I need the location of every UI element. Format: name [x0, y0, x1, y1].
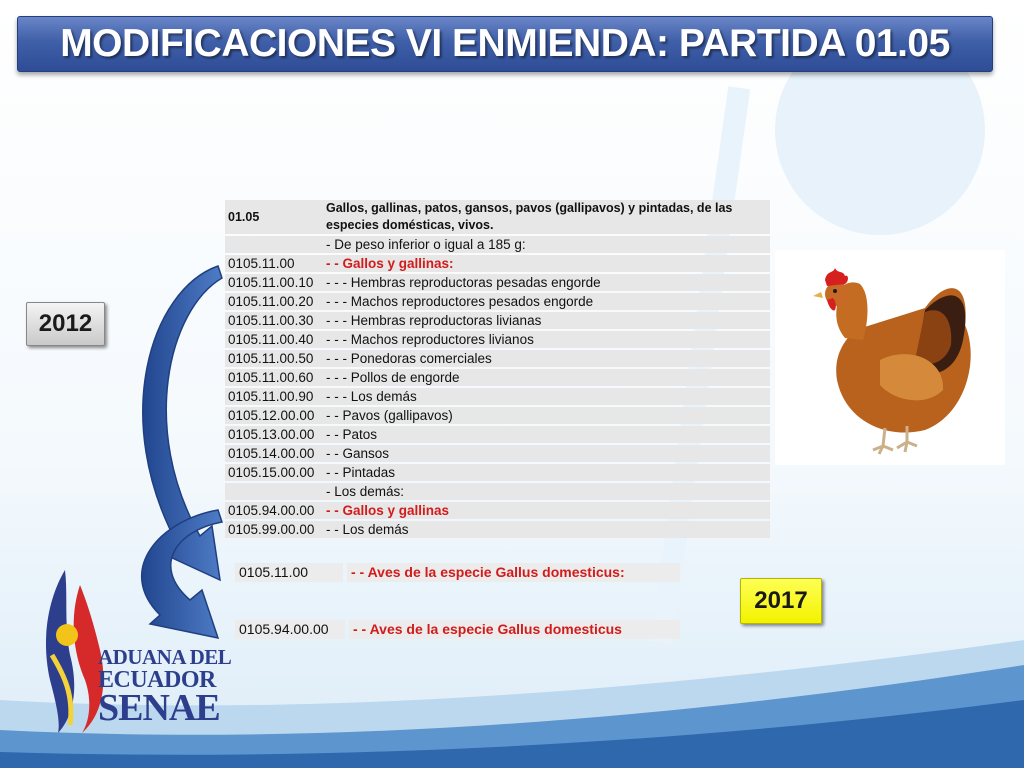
- table-row: [225, 236, 770, 253]
- table-row: [225, 312, 770, 329]
- amendment-row-gallus-0105-11-00: [235, 563, 680, 582]
- tariff-description: - - - Hembras reproductoras livianas: [323, 312, 770, 329]
- table-row: [225, 350, 770, 367]
- tariff-code: 0105.11.00: [225, 255, 323, 272]
- table-row: [225, 293, 770, 310]
- tariff-description: - - - Los demás: [323, 388, 770, 405]
- table-row: [225, 426, 770, 443]
- tariff-code: 0105.12.00.00: [225, 407, 323, 424]
- tariff-description: - - Patos: [323, 426, 770, 443]
- hen-image: [775, 250, 1005, 465]
- year-badge-2017: 2017: [740, 578, 822, 624]
- tariff-code: 0105.14.00.00: [225, 445, 323, 462]
- slide-title: MODIFICACIONES VI ENMIENDA: PARTIDA 01.05: [60, 22, 950, 65]
- amendment-row-gallus-0105-94-00-00: [235, 620, 680, 639]
- tariff-description: - - Pintadas: [323, 464, 770, 481]
- table-row: [225, 369, 770, 386]
- tariff-code: 0105.94.00.00: [225, 502, 323, 519]
- logo-line-aduana-del: ADUANA DEL: [98, 645, 232, 669]
- tariff-code: 0105.11.00.40: [225, 331, 323, 348]
- tariff-description: - Los demás:: [323, 483, 770, 500]
- tariff-description: - - Los demás: [323, 521, 770, 538]
- year-badge-2012: 2012: [26, 302, 105, 346]
- tariff-description: - - - Pollos de engorde: [323, 369, 770, 386]
- tariff-description: - - - Machos reproductores pesados engorde: [323, 293, 770, 310]
- tariff-description: - De peso inferior o igual a 185 g:: [323, 236, 770, 253]
- table-row: [225, 464, 770, 481]
- tariff-description: - - Gansos: [323, 445, 770, 462]
- tariff-code: [225, 236, 323, 253]
- tariff-description: - - Pavos (gallipavos): [323, 407, 770, 424]
- tariff-description: - - - Ponedoras comerciales: [323, 350, 770, 367]
- table-row: [225, 200, 770, 234]
- table-row: [225, 521, 770, 538]
- tariff-code: 0105.11.00.30: [225, 312, 323, 329]
- amendment-description: - - Aves de la especie Gallus domesticus: [349, 620, 680, 639]
- tariff-description: - - Gallos y gallinas:: [323, 255, 770, 272]
- tariff-code: 0105.13.00.00: [225, 426, 323, 443]
- amendment-description: - - Aves de la especie Gallus domesticus:: [347, 563, 680, 582]
- tariff-code: 0105.99.00.00: [225, 521, 323, 538]
- table-row: [225, 445, 770, 462]
- tariff-code: 0105.11.00.90: [225, 388, 323, 405]
- tariff-code: 0105.11.00.10: [225, 274, 323, 291]
- tariff-code: 01.05: [225, 200, 323, 234]
- amendment-code: 0105.11.00: [235, 563, 343, 582]
- tariff-code: [225, 483, 323, 500]
- logo-line-senae: SENAE: [98, 687, 220, 729]
- tariff-code: 0105.15.00.00: [225, 464, 323, 481]
- logo-line-ecuador: ECUADOR: [98, 667, 216, 693]
- tariff-code: 0105.11.00.20: [225, 293, 323, 310]
- tariff-description: - - - Machos reproductores livianos: [323, 331, 770, 348]
- tariff-code: 0105.11.00.50: [225, 350, 323, 367]
- tariff-description: - - Gallos y gallinas: [323, 502, 770, 519]
- table-row: [225, 274, 770, 291]
- amendment-code: 0105.94.00.00: [235, 620, 345, 639]
- table-row: [225, 255, 770, 272]
- table-row: [225, 388, 770, 405]
- tariff-code: 0105.11.00.60: [225, 369, 323, 386]
- table-row: [225, 331, 770, 348]
- tariff-description: - - - Hembras reproductoras pesadas engorde: [323, 274, 770, 291]
- table-row: [225, 407, 770, 424]
- tariff-table-2012: [225, 198, 770, 540]
- table-row: [225, 502, 770, 519]
- tariff-description: Gallos, gallinas, patos, gansos, pavos (gallipavos) y pintadas, de las especies domésticas, vivos.: [323, 200, 770, 234]
- table-row: [225, 483, 770, 500]
